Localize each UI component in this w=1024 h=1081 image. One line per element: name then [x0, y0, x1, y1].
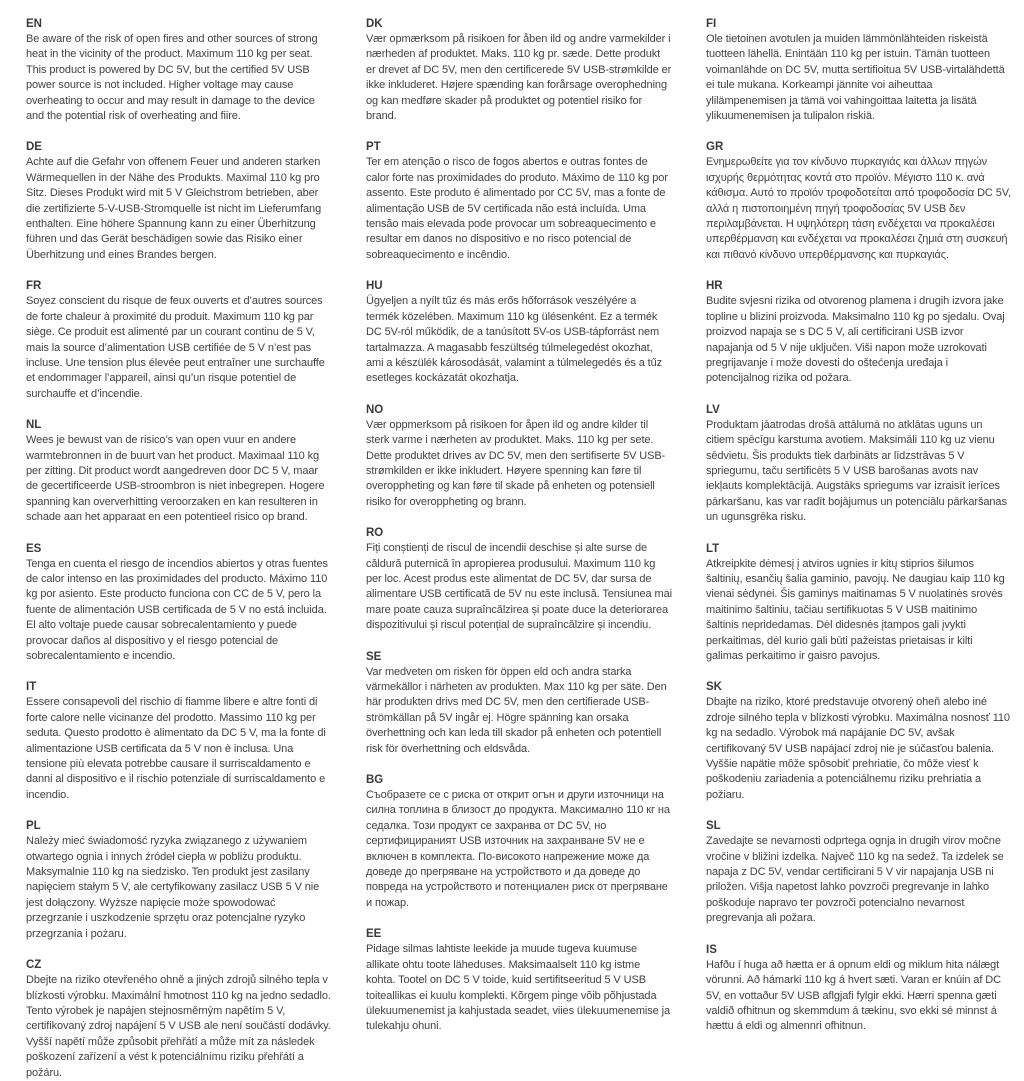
- language-section-fi: [706, 16, 1012, 124]
- language-section-de: [26, 139, 332, 263]
- warning-text: Wees je bewust van de risico’s van open vuur en andere warmtebronnen in de buurt van het product. Maximaal 110 kg per zitting. Dit product wordt aangedreven door DC 5 V, maar de gecertificeerde USB-stroombron is niet inbegrepen. Hogere spanning kan oververhitting veroorzaken en kan resulteren in schade aan het apparaat en een potentieel risico op brand.: [26, 434, 325, 524]
- language-section-sl: [706, 818, 1012, 926]
- language-section-it: [26, 679, 332, 803]
- language-code: ES: [26, 542, 42, 555]
- warning-text: Hafðu í huga að hætta er á opnum eldi og miklum hita nálægt vörunni. Að hámarki 110 kg á hvert sæti. Varan er knúin af DC 5V, en vottaður 5V USB aflgjafi fylgir ekki. Hærri spenna gæti valdið ofhitnun og skemmdum á tækinu, svo ekki sé minnst á hættu á eldi og almennri ofhitnun.: [706, 958, 1001, 1033]
- warning-text: Budite svjesni rizika od otvorenog plamena i drugih izvora jake topline u blizini proizvoda. Maksimalno 110 kg po sjedalu. Ovaj proizvod napaja se s DC 5 V, ali certificirani USB izvor napajanja od 5 V nije uključen. Viši napon može uzrokovati pregrijavanje i može dovesti do oštećenja uređaja i potencijalnog rizika od požara.: [706, 295, 1005, 385]
- language-section-ee: [366, 926, 672, 1034]
- language-code: FI: [706, 18, 717, 30]
- language-code: NL: [26, 419, 42, 432]
- language-section-ro: [366, 525, 672, 633]
- language-section-cz: [26, 957, 332, 1081]
- column-1: [26, 16, 332, 1079]
- warning-text: Be aware of the risk of open fires and other sources of strong heat in the vicinity of the product. Maximum 110 kg per seat. This product is powered by DC 5V, but the certified 5V USB power source is not included. Higher voltage may cause overheating to occur and may result in damage to the device and the potential risk of overheating and fiire.: [26, 33, 318, 123]
- language-code: PL: [26, 820, 41, 833]
- language-code: GR: [706, 141, 724, 154]
- warning-text: Pidage silmas lahtiste leekide ja muude tugeva kuumuse allikate ohtu toote läheduses. Maksimaalselt 110 kg istme kohta. Tootel on DC 5 V toide, kuid sertifitseeritud 5 V USB toiteallikas ei kuulu komplekti. Kõrgem pinge võib põhjustada ülekuumenemist ja kahjustada seadet, viies ülekuumenemise ja tulekahju ohuni.: [366, 943, 671, 1033]
- warning-text: Atkreipkite dėmesį į atviros ugnies ir kitų stiprios šilumos šaltinių, esančių šalia gaminio, pavojų. Ne daugiau kaip 110 kg vienai sėdynei. Šis gaminys maitinamas 5 V nuolatinės srovės maitinimo šaltiniu, tačiau sertifikuotas 5 V USB maitinimo šaltinis nepridedamas. Dėl didesnės įtampos gali įvykti perkaitimas, dėl kurio gali būti pažeistas prietaisas ir kilti galimas perkaitimo ir gaisro pavojus.: [706, 557, 1005, 662]
- language-code: EE: [366, 928, 382, 941]
- language-code: HR: [706, 280, 723, 293]
- language-code: LT: [706, 542, 720, 555]
- warning-text: Ενημερωθείτε για τον κίνδυνο πυρκαγιάς και άλλων πηγών ισχυρής θερμότητας κοντά στο προϊόν. Μέγιστο 110 κ. ανά κάθισμα. Αυτό το προϊόν τροφοδοτείται από τροφοδοσία DC 5V, αλλά η πιστοποιημένη πηγή τροφοδοσίας 5V USB δεν περιλαμβάνεται. Η υψηλότερη τάση ενδέχεται να προκαλέσει υπερθέρμανση και ενδέχεται να προκαλέσει ζημιά στη συσκευή και πιθανό κίνδυνο υπερθέρμανσης και πυρκαγιάς.: [706, 156, 1011, 261]
- language-section-fr: [26, 278, 332, 402]
- language-code: SE: [366, 650, 382, 663]
- language-section-gr: [706, 139, 1012, 263]
- warning-text: Produktam jāatrodas drošā attālumā no atklātas uguns un citiem spēcīgu karstuma avotiem. Maksimāli 110 kg uz vienu sēdvietu. Šis produkts tiek darbināts ar līdzstrāvas 5 V spriegumu, taču sertificēts 5 V USB barošanas avots nav iekļauts komplektācijā. Augstāks spriegums var izraisīt ierīces pārkaršanu, kas var radīt bojājumus un potenciālu pārkaršanas un ugunsgrēka risku.: [706, 418, 1007, 524]
- warning-text: Ügyeljen a nyílt tűz és más erős hőforrások veszélyére a termék közelében. Maximum 110 kg ülésenként. Ez a termék DC 5V-ról működik, de a tanúsított 5V-os USB-tápforrást nem tartalmazza. A magasabb feszültség túlmelegedést okozhat, ami a készülék károsodását, valamint a túlmelegedés és a tűz esetleges kockázatát okozhatja.: [366, 295, 663, 385]
- language-section-no: [366, 402, 672, 510]
- warning-text: Należy mieć świadomość ryzyka związanego z używaniem otwartego ognia i innych źródeł ciepła w pobliżu produktu. Maksymalnie 110 kg na siedzisko. Ten produkt jest zasilany napięciem stałym 5 V, ale certyfikowany zasilacz USB 5 V nie jest dołączony. Wyższe napięcie może spowodować przegrzanie i uszkodzenie sprzętu oraz potencjalne ryzyko przegrzania i pożaru.: [26, 835, 320, 940]
- language-section-bg: [366, 772, 672, 911]
- language-code: BG: [366, 774, 384, 787]
- warning-text: Zavedajte se nevarnosti odprtega ognja in drugih virov močne vročine v bližini izdelka. Največ 110 kg na sedež. Ta izdelek se napaja z DC 5V, vendar certificirani 5 V vir napajanja USB ni priložen. Višja napetost lahko povzroči pregrevanje in lahko poškoduje napravo ter povzroči potencialno nevarnost pregrevanja ali požara.: [706, 835, 1004, 925]
- language-code: EN: [26, 18, 42, 30]
- language-code: CZ: [26, 959, 42, 972]
- language-section-es: [26, 541, 332, 665]
- warning-text: Vær oppmerksom på risikoen for åpen ild og andre kilder til sterk varme i nærheten av produktet. Maks. 110 kg per sete. Dette produktet drives av DC 5V, men den sertifiserte 5V USB-strømkilden er ikke inkludert. Høyere spenning kan føre til overoppheting og kan føre til skade på enheten og potensiell risiko for overoppheting og brann.: [366, 418, 666, 508]
- language-section-pt: [366, 139, 672, 263]
- language-section-en: [26, 16, 332, 124]
- warning-text: Var medveten om risken för öppen eld och andra starka värmekällor i närheten av produkten. Max 110 kg per säte. Den här produkten drivs med DC 5V, men den certifierade USB-strömkällan på 5V ingår ej. Högre spänning kan orsaka överhettning och kan leda till skador på enheten och potentiell risk för överhettning och eldsvåda.: [366, 665, 667, 755]
- language-section-pl: [26, 818, 332, 942]
- language-code: FR: [26, 280, 42, 293]
- column-3: [706, 16, 1012, 1033]
- warning-text: Tenga en cuenta el riesgo de incendios abiertos y otras fuentes de calor intenso en las proximidades del producto. Máximo 110 kg por asiento. Este producto funciona con CC de 5 V, pero la fuente de alimentación USB certificada de 5 V no está incluida. El alto voltaje puede causar sobrecalentamiento y puede provocar daños al dispositivo y el riesgo potencial de sobrecalentamiento e incendio.: [26, 557, 328, 662]
- language-section-lv: [706, 402, 1012, 526]
- warning-text: Soyez conscient du risque de feux ouverts et d’autres sources de forte chaleur à proximité du produit. Maximum 110 kg par siège. Ce produit est alimenté par un courant continu de 5 V, mais la source d’alimentation USB certifiée de 5 V n’est pas incluse. Une tension plus élevée peut entraîner une surchauffe et endommager l’appareil, ainsi qu’un risque potentiel de surchauffe et d’incendie.: [26, 295, 325, 400]
- language-code: DE: [26, 141, 42, 154]
- language-code: NO: [366, 403, 384, 416]
- column-2: [366, 16, 672, 1033]
- language-code: LV: [706, 403, 720, 416]
- language-code: RO: [366, 527, 384, 540]
- warning-text: Ter em atenção o risco de fogos abertos e outras fontes de calor forte nas proximidades do produto. Máximo de 110 kg por assento. Este produto é alimentado por CC 5V, mas a fonte de alimentação USB de 5V certificada não está incluída. Uma tensão mais elevada pode provocar um sobreaquecimento e resultar em danos no dispositivo e no risco potencial de sobreaquecimento e incêndio.: [366, 156, 668, 261]
- language-code: IT: [26, 681, 37, 694]
- language-code: SL: [706, 820, 721, 833]
- language-section-sk: [706, 679, 1012, 803]
- language-section-hu: [366, 278, 672, 386]
- warning-text: Vær opmærksom på risikoen for åben ild og andre varmekilder i nærheden af produktet. Maks. 110 kg pr. sæde. Dette produkt er drevet af DC 5V, men den certificerede 5V USB-strømkilde er ikke inkluderet. Højere spænding kan forårsage overophedning og kan medføre skader på produktet og potentiel risiko for brand.: [366, 33, 672, 123]
- language-section-dk: [366, 16, 672, 124]
- language-section-is: [706, 942, 1012, 1035]
- warning-text: Fiți conștienți de riscul de incendii deschise și alte surse de căldură puternică în apropierea produsului. Maximum 110 kg per loc. Acest produs este alimentat de DC 5V, dar sursa de alimentare USB certificată de 5V nu este inclusă. Tensiunea mai mare poate cauza supraîncălzirea și poate duce la deteriorarea dispozitivului și riscul potențial de supraîncălzire și incendiu.: [366, 542, 672, 632]
- language-code: DK: [366, 18, 383, 30]
- language-section-hr: [706, 278, 1012, 386]
- language-code: SK: [706, 681, 722, 694]
- language-code: PT: [366, 141, 381, 154]
- language-code: HU: [366, 280, 383, 293]
- warning-text: Dbajte na riziko, ktoré predstavuje otvorený oheň alebo iné zdroje silného tepla v blízkosti výrobku. Maximálna nosnosť 110 kg na sedadlo. Výrobok má napájanie DC 5V, avšak certifikovaný 5V USB napájací zdroj nie je súčasťou balenia. Vyššie napätie môže spôsobiť prehriatie, čo môže viesť k poškodeniu zariadenia a potenciálnemu riziku prehriatia a požiaru.: [706, 696, 1010, 801]
- language-section-nl: [26, 417, 332, 525]
- warning-text: Dbejte na riziko otevřeného ohně a jiných zdrojů silného tepla v blízkosti výrobku. Maximální hmotnost 110 kg na jedno sedadlo. Tento výrobek je napájen stejnosměrným napětím 5 V, certifikovaný zdroj napájení 5 V USB ale není součástí dodávky. Vyšší napětí může způsobit přehřátí a může mít za následek poškození zařízení a vést k potenciálnímu riziku přehřátí a požáru.: [26, 974, 331, 1079]
- language-section-se: [366, 649, 672, 757]
- warning-text: Essere consapevoli del rischio di fiamme libere e altre fonti di forte calore nelle vicinanze del prodotto. Massimo 110 kg per seduta. Questo prodotto è alimentato da DC 5 V, ma la fonte di alimentazione USB certificata da 5 V non è inclusa. Una tensione più elevata potrebbe causare il surriscaldamento e danni al dispositivo e il rischio potenziale di surriscaldamento e incendio.: [26, 696, 326, 801]
- warning-text: Съобразете се с риска от открит огън и други източници на силна топлина в близост до продукта. Максимално 110 кг на седалка. Този продукт се захранва от DC 5V, но сертифицираният USB източник на захранване 5V не е включен в комплекта. По-високото напрежение може да доведе до прегряване на устройството и да доведе до повреда на устройството и потенциален риск от прегряване и пожар.: [366, 789, 670, 909]
- language-section-lt: [706, 541, 1012, 665]
- warning-text: Ole tietoinen avotulen ja muiden lämmönlähteiden riskeistä tuotteen lähellä. Enintään 110 kg per istuin. Tämän tuotteen voimanlähde on DC 5V, mutta sertifioitua 5V USB-virtalähdettä ei tule mukana. Korkeampi jännite voi aiheuttaa ylilämpenemisen ja tämä voi vahingoittaa laitetta ja lisätä ylikuumenemisen ja tulipalon riskiä.: [706, 33, 1005, 123]
- language-code: IS: [706, 943, 717, 956]
- warning-text: Achte auf die Gefahr von offenem Feuer und anderen starken Wärmequellen in der Nähe des Produkts. Maximal 110 kg pro Sitz. Dieses Produkt wird mit 5 V Gleichstrom betrieben, aber die zertifizierte 5-V-USB-Stromquelle ist nicht im Lieferumfang enthalten. Eine höhere Spannung kann zu einer Überhitzung führen und das Gerät beschädigen sowie das Risiko einer Überhitzung und eines Brandes bergen.: [26, 156, 322, 261]
